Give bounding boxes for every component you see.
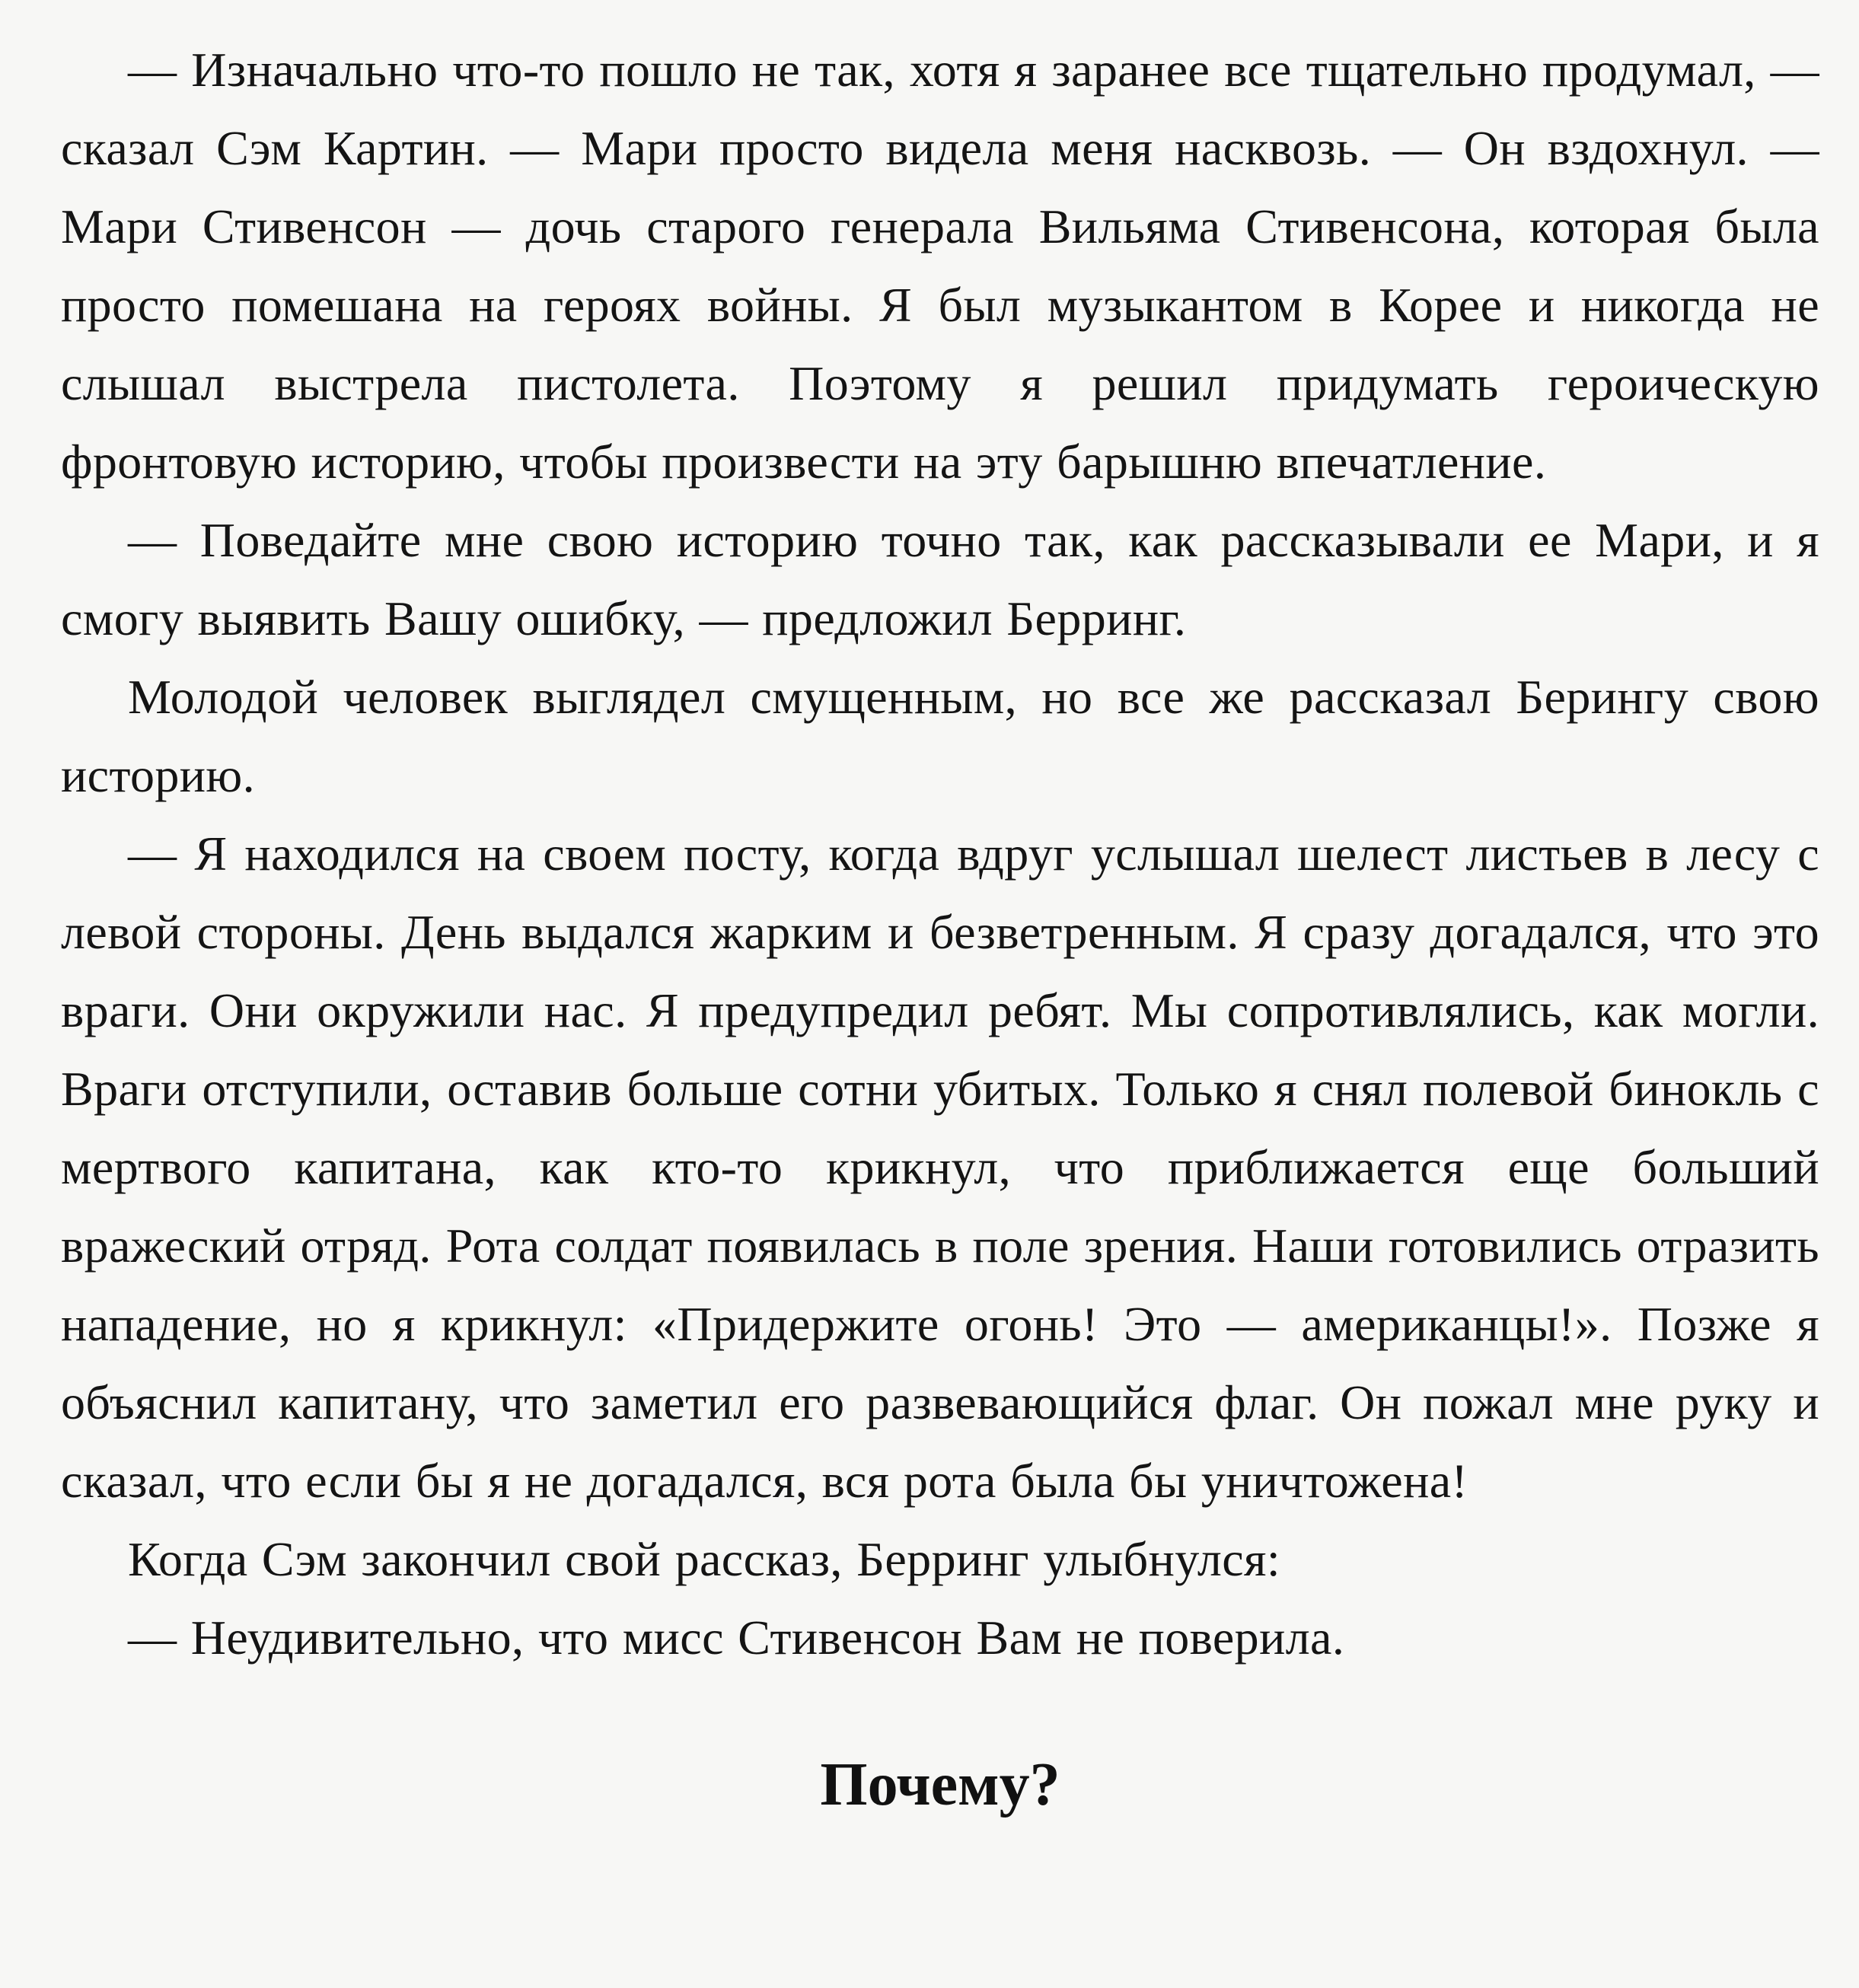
- book-page: [61, 30, 1819, 1964]
- paragraph-6: — Неудивительно, что мисс Стивенсон Вам не поверила.: [128, 1610, 1345, 1665]
- paragraph-3: Молодой человек выглядел смущенным, но все же рассказал Берингу свою историю.: [61, 670, 1819, 802]
- paragraph-4: — Я находился на своем посту, когда вдруг услышал шелест листьев в лесу с левой стороны. День выдался жарким и безветренным. Я сразу догадался, что это враги. Они окружили нас. Я предупредил ребят. Мы сопротивлялись, как могли. Враги отступили, оставив больше сотни убитых. Только я снял полевой бинокль с мертвого капитана, как кто-то крикнул, что приближается еще больший вражеский отряд. Рота солдат появилась в поле зрения. Наши готовились отразить нападение, но я крикнул: «Придержите огонь! Это — американцы!». Позже я объяснил капитану, что заметил его развевающийся флаг. Он пожал мне руку и сказал, что если бы я не догадался, вся рота была бы уничтожена!: [61, 827, 1819, 1508]
- paragraph-1: — Изначально что-то пошло не так, хотя я заранее все тщательно продумал, — сказал Сэм Картин. — Мари просто видела меня насквозь. — Он вздохнул. — Мари Стивенсон — дочь старого генерала Вильяма Стивенсона, которая была просто помешана на героях войны. Я был музыкантом в Корее и никогда не слышал выстрела пистолета. Поэтому я решил придумать героическую фронтовую историю, чтобы произвести на эту барышню впечатление.: [61, 43, 1819, 489]
- question-heading: Почему?: [820, 1751, 1060, 1818]
- story-text: [61, 30, 1819, 1677]
- paragraph-2: — Поведайте мне свою историю точно так, как рассказывали ее Мари, и я смогу выявить Вашу ошибку, — предложил Берринг.: [61, 513, 1819, 645]
- paragraph-5: Когда Сэм закончил свой рассказ, Берринг улыбнулся:: [128, 1532, 1281, 1586]
